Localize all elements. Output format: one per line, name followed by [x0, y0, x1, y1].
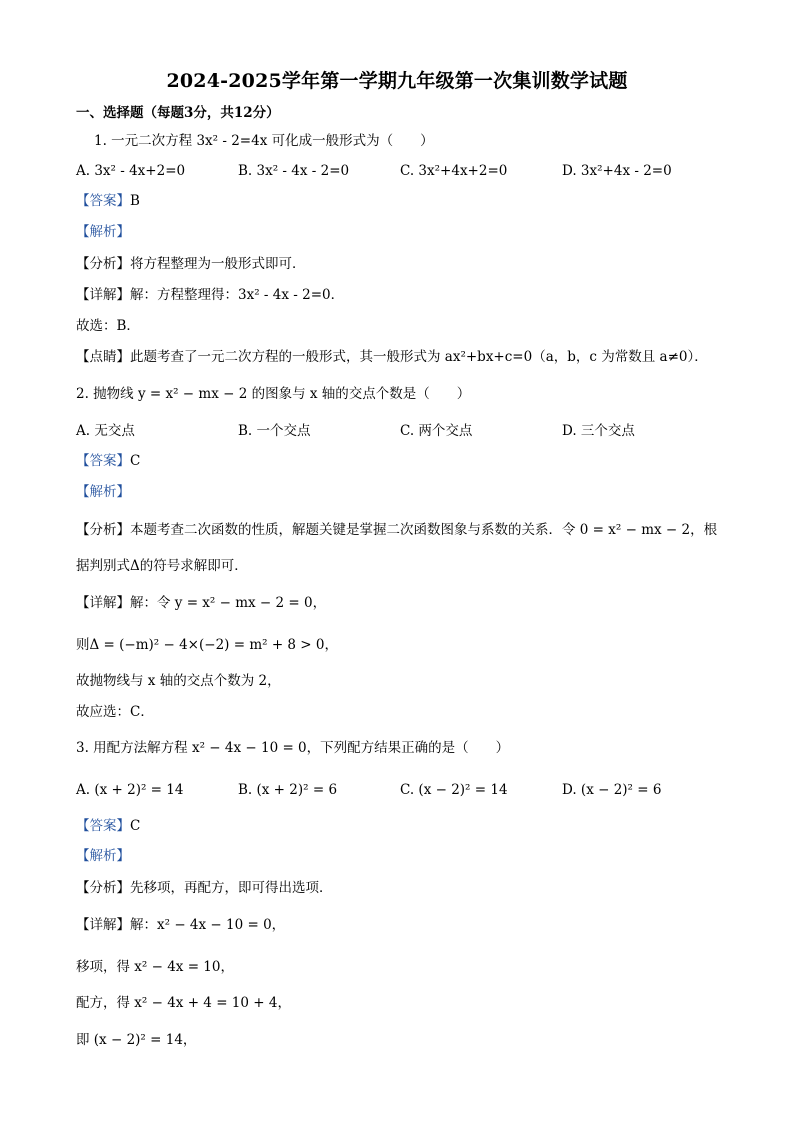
q3-fenxi — [76, 879, 333, 897]
q1-answer-value: B — [130, 193, 140, 209]
q2-step-1: 则Δ = (−m)² − 4×(−2) = m² + 8 > 0， — [76, 637, 339, 653]
q2-answer — [76, 452, 140, 470]
answer-label: 【答案】 — [76, 818, 130, 834]
q2-conclusion: 故应选：C． — [76, 704, 154, 720]
q2-option-b: B. 一个交点 — [238, 423, 311, 439]
q1-xiangjie — [76, 286, 344, 304]
q2-answer-value: C — [130, 453, 141, 469]
q1-fenxi — [76, 255, 306, 273]
q1-conclusion: 故选：B． — [76, 318, 140, 334]
fenxi-label: 【分析】 — [76, 522, 130, 538]
document-title: 2024-2025学年第一学期九年级第一次集训数学试题 — [166, 70, 628, 92]
q3-step-3: 即 (x − 2)² = 14， — [76, 1032, 197, 1048]
q1-xiangjie-text: 解：方程整理得：3x² - 4x - 2=0． — [130, 287, 345, 303]
fenxi-label: 【分析】 — [76, 256, 130, 272]
xiangjie-label: 【详解】 — [76, 917, 130, 933]
q2-xiangjie — [76, 594, 326, 612]
q2-stem: 2. 抛物线 y = x² − mx − 2 的图象与 x 轴的交点个数是（ ） — [76, 386, 471, 402]
q3-xiangjie — [76, 916, 285, 934]
q3-analysis-label: 【解析】 — [76, 848, 130, 864]
q2-fenxi-text-1: 本题考查二次函数的性质，解题关键是掌握二次函数图象与系数的关系．令 0 = x² − mx − 2，根 — [130, 522, 718, 538]
q1-analysis-label: 【解析】 — [76, 224, 130, 240]
q2-analysis-label: 【解析】 — [76, 484, 130, 500]
q3-option-d: D. (x − 2)² = 6 — [562, 782, 662, 798]
q3-step-2: 配方，得 x² − 4x + 4 = 10 + 4， — [76, 995, 291, 1011]
q2-fenxi-line-2: 据判别式Δ的符号求解即可． — [76, 558, 248, 574]
q1-fenxi-text: 将方程整理为一般形式即可． — [130, 256, 306, 272]
q3-option-b: B. (x + 2)² = 6 — [238, 782, 338, 798]
section-heading: 一、选择题（每题3分，共12分） — [76, 105, 280, 121]
q1-option-d: D. 3x²+4x - 2=0 — [562, 163, 672, 179]
q2-fenxi-line-1 — [76, 521, 717, 539]
q3-fenxi-text: 先移项，再配方，即可得出选项． — [130, 880, 333, 896]
dianjing-label: 【点睛】 — [76, 349, 130, 365]
q3-step-1: 移项，得 x² − 4x = 10， — [76, 959, 234, 975]
xiangjie-label: 【详解】 — [76, 595, 130, 611]
q2-option-d: D. 三个交点 — [562, 423, 635, 439]
q3-stem: 3. 用配方法解方程 x² − 4x − 10 = 0，下列配方结果正确的是（ ） — [76, 740, 510, 756]
q1-dianjing-text: 此题考查了一元二次方程的一般形式，其一般形式为 ax²+bx+c=0（a，b，c 为常数且 a≠0）． — [130, 349, 708, 365]
q2-option-c: C. 两个交点 — [400, 423, 473, 439]
q1-answer — [76, 192, 140, 210]
q3-answer-value: C — [130, 818, 141, 834]
q2-step-2: 故抛物线与 x 轴的交点个数为 2， — [76, 673, 281, 689]
q1-option-b: B. 3x² - 4x - 2=0 — [238, 163, 350, 179]
q3-answer — [76, 817, 140, 835]
answer-label: 【答案】 — [76, 453, 130, 469]
answer-label: 【答案】 — [76, 193, 130, 209]
xiangjie-label: 【详解】 — [76, 287, 130, 303]
q3-option-a: A. (x + 2)² = 14 — [76, 782, 184, 798]
q1-option-a: A. 3x² - 4x+2=0 — [76, 163, 186, 179]
q2-xiangjie-text: 解：令 y = x² − mx − 2 = 0， — [130, 595, 327, 611]
q3-option-c: C. (x − 2)² = 14 — [400, 782, 508, 798]
q1-option-c: C. 3x²+4x+2=0 — [400, 163, 508, 179]
q3-xiangjie-text: 解：x² − 4x − 10 = 0， — [130, 917, 286, 933]
q1-stem: 1. 一元二次方程 3x² - 2=4x 可化成一般形式为（ ） — [94, 133, 434, 149]
q1-dianjing — [76, 348, 708, 366]
q2-option-a: A. 无交点 — [76, 423, 135, 439]
fenxi-label: 【分析】 — [76, 880, 130, 896]
